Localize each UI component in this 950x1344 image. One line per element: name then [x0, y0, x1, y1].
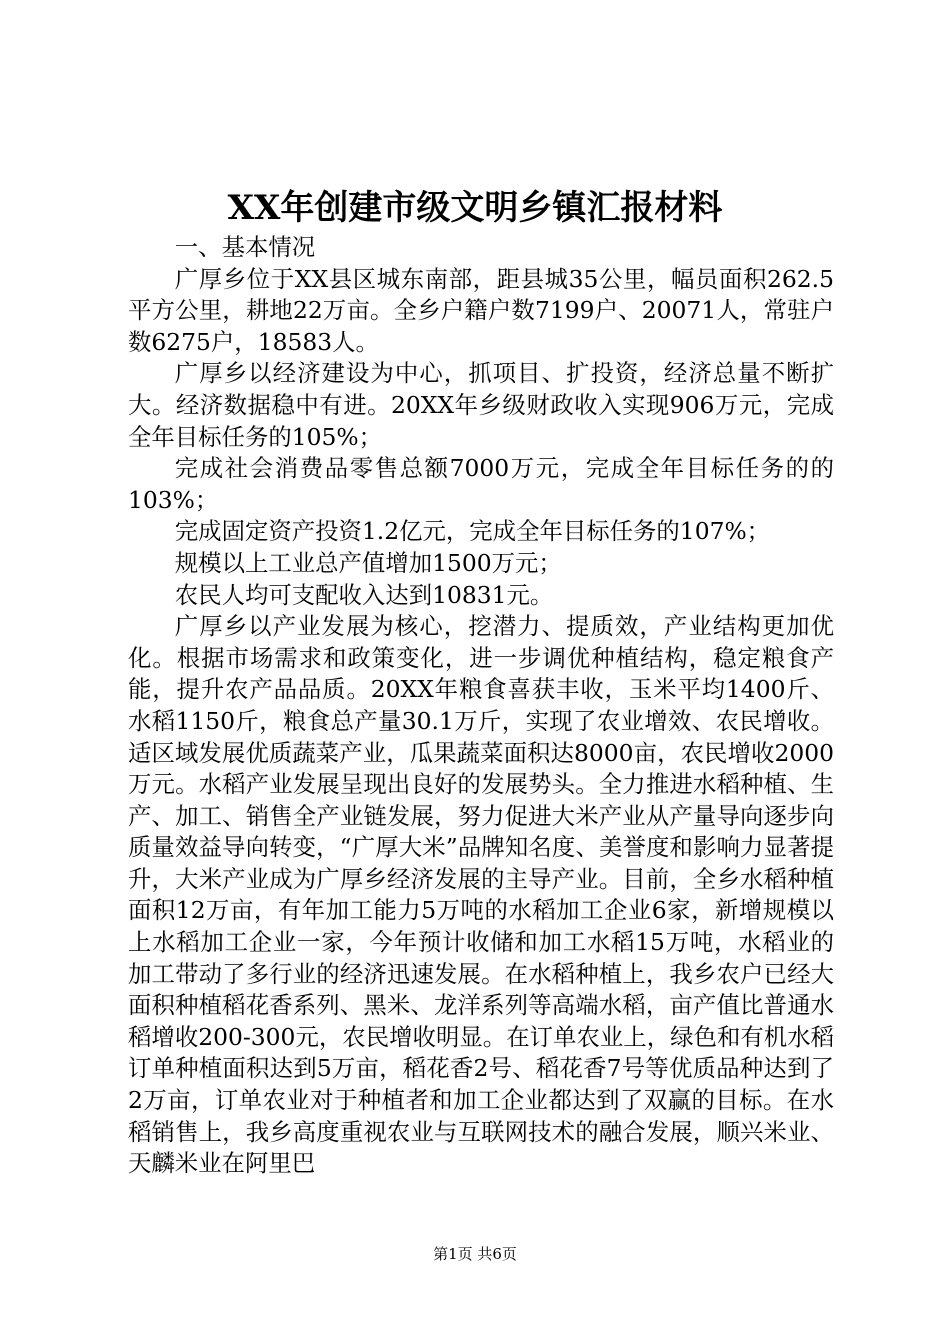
- document-title: XX年创建市级文明乡镇汇报材料: [227, 188, 723, 228]
- paragraph: 广厚乡位于XX县区城东南部，距县城35公里，幅员面积262.5平方公里，耕地22万亩。全乡户籍户数7199户、20071人，常驻户数6275户，18583人。: [128, 264, 834, 356]
- paragraph: 广厚乡以产业发展为核心，挖潜力、提质效，产业结构更加优化。根据市场需求和政策变化，进一步调优种植结构，稳定粮食产能，提升农产品品质。20XX年粮食喜获丰收，玉米平均1400斤、水稻1150斤，粮食总产量30.1万斤，实现了农业增效、农民增收。适区域发展优质蔬菜产业，瓜果蔬菜面积达8000亩，农民增收2000万元。水稻产业发展呈现出良好的发展势头。全力推进水稻种植、生产、加工、销售全产业链发展，努力促进大米产业从产量导向逐步向质量效益导向转变，“广厚大米”品牌知名度、美誉度和影响力显著提升，大米产业成为广厚乡经济发展的主导产业。目前，全乡水稻种植面积12万亩，有年加工能力5万吨的水稻加工企业6家，新增规模以上水稻加工企业一家，今年预计收储和加工水稻15万吨，水稻业的加工带动了多行业的经济迅速发展。在水稻种植上，我乡农户已经大面积种植稻花香系列、黑米、龙洋系列等高端水稻，亩产值比普通水稻增收200-300元，农民增收明显。在订单农业上，绿色和有机水稻订单种植面积达到5万亩，稻花香2号、稻花香7号等优质品种达到了2万亩，订单农业对于种植者和加工企业都达到了双赢的目标。在水稻销售上，我乡高度重视农业与互联网技术的融合发展，顺兴米业、天麟米业在阿里巴: [128, 612, 834, 1178]
- paragraph: 农民人均可支配收入达到10831元。: [174, 580, 554, 609]
- paragraph: 完成社会消费品零售总额7000万元，完成全年目标任务的的103%；: [128, 454, 834, 514]
- page-footer: 第1页 共6页: [433, 1245, 517, 1263]
- paragraph: 广厚乡以经济建设为中心，抓项目、扩投资，经济总量不断扩大。经济数据稳中有进。20XX年乡级财政收入实现906万元，完成全年目标任务的105%；: [128, 359, 834, 451]
- paragraph: 完成固定资产投资1.2亿元，完成全年目标任务的107%；: [174, 517, 771, 546]
- document-body: [128, 232, 834, 1180]
- paragraph: 规模以上工业总产值增加1500万元；: [174, 548, 562, 577]
- section-heading: 一、基本情况: [174, 233, 316, 261]
